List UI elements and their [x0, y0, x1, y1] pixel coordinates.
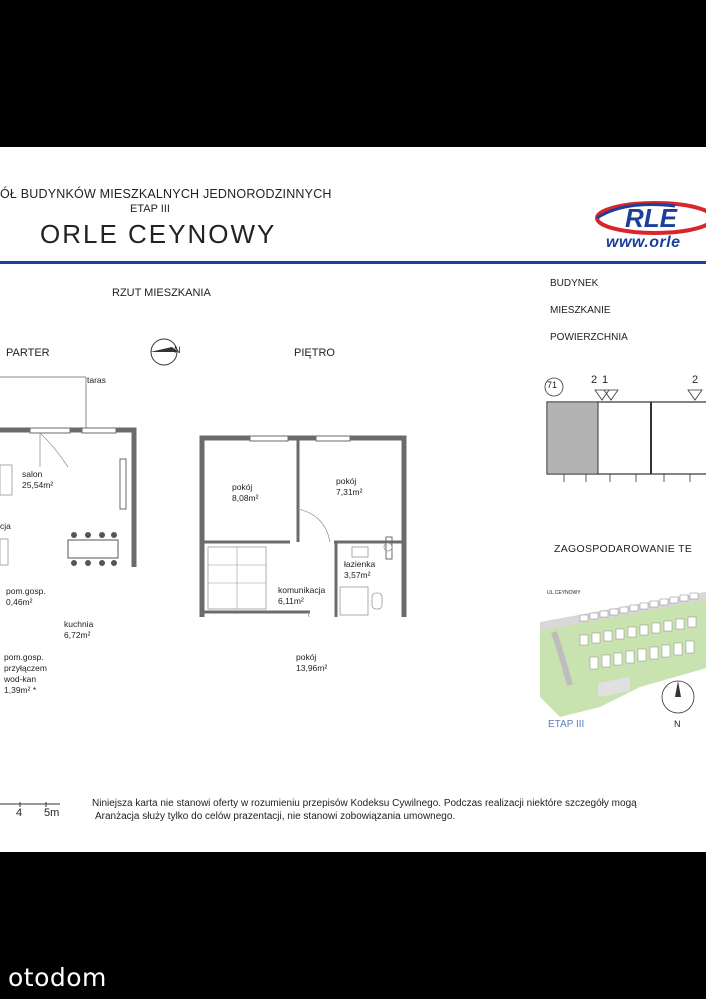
otodom-watermark: otodom — [8, 963, 107, 992]
pietro-room-pokoj-1 — [232, 482, 258, 504]
room-area: 6,72m² — [64, 630, 91, 640]
compass-north: N — [174, 345, 181, 355]
label-budynek: BUDYNEK — [550, 278, 599, 289]
scale-mark-5m: 5m — [44, 807, 60, 819]
room-area: 1,39m² * — [4, 685, 37, 695]
room-area: 6,11m² — [278, 596, 304, 606]
room-name: wod-kan — [4, 674, 37, 684]
room-area: przyłączem — [4, 663, 47, 673]
site-plan-title: ZAGOSPODAROWANIE TE — [554, 543, 693, 555]
scale-mark-4: 4 — [16, 807, 23, 819]
label-mieszkanie: MIESZKANIE — [550, 305, 611, 316]
room-area: 13,96m² — [296, 663, 328, 673]
room-name: kuchnia — [64, 619, 94, 629]
website-url: www.orle — [606, 234, 681, 251]
room-name: komunikacja — [278, 585, 326, 595]
room-name: pokój — [336, 476, 357, 486]
site-compass-north: N — [674, 719, 681, 729]
disclaimer-line1: Niniejsza karta nie stanowi oferty w rozumieniu przepisów Kodeksu Cywilnego. Podczas realizacji niektóre szczegóły mogą — [92, 798, 637, 809]
room-area: 3,57m² — [344, 570, 371, 580]
room-name: pom.gosp. — [4, 652, 44, 662]
marker-c: 2 — [692, 374, 699, 386]
building-elevation — [540, 372, 706, 482]
room-name: salon — [22, 469, 43, 479]
project-title: ORLE CEYNOWY — [40, 219, 277, 249]
header-line2: ETAP III — [130, 203, 170, 215]
floor-plan-sheet — [0, 147, 706, 852]
marker-b: 1 — [602, 374, 609, 386]
parter-room-komunikacja: cja — [0, 521, 11, 531]
pietro-room-komunikacja — [278, 585, 325, 607]
svg-text:RLE: RLE — [625, 203, 677, 233]
room-name: pokój — [232, 482, 253, 492]
parter-label: PARTER — [6, 347, 50, 359]
room-area: 0,46m² — [6, 597, 33, 607]
room-area: 8,08m² — [232, 493, 259, 503]
room-name: pom.gosp. — [6, 586, 46, 596]
header-line1: ÓŁ BUDYNKÓW MIESZKALNYCH JEDNORODZINNYCH — [0, 187, 332, 201]
room-name: pokój — [296, 652, 317, 662]
pietro-room-pokoj-2 — [336, 476, 362, 498]
site-street-label: UL.CEYNOWY — [547, 590, 581, 596]
parter-room-pom-gosp-wod-kan — [4, 652, 47, 696]
pietro-label: PIĘTRO — [294, 347, 335, 359]
pietro-room-pokoj-3 — [296, 652, 327, 674]
taras-label: taras — [87, 375, 106, 385]
site-etap-label: ETAP III — [548, 719, 585, 730]
label-powierzchnia: POWIERZCHNIA — [550, 332, 628, 343]
plan-title: RZUT MIESZKANIA — [112, 287, 211, 299]
pietro-plan — [0, 147, 420, 617]
site-plan-map — [540, 577, 706, 727]
unit-number: 71 — [547, 380, 558, 390]
parter-room-kuchnia — [64, 619, 93, 641]
disclaimer-line2: Aranżacja służy tylko do celów prazentacji, nie stanowi zobowiązania umownego. — [95, 811, 456, 822]
scale-bar — [0, 802, 70, 812]
pietro-room-lazienka — [344, 559, 375, 581]
room-area: 7,31m² — [336, 487, 363, 497]
room-area: 25,54m² — [22, 480, 54, 490]
marker-a: 2 — [591, 374, 598, 386]
room-name: łazienka — [344, 559, 376, 569]
